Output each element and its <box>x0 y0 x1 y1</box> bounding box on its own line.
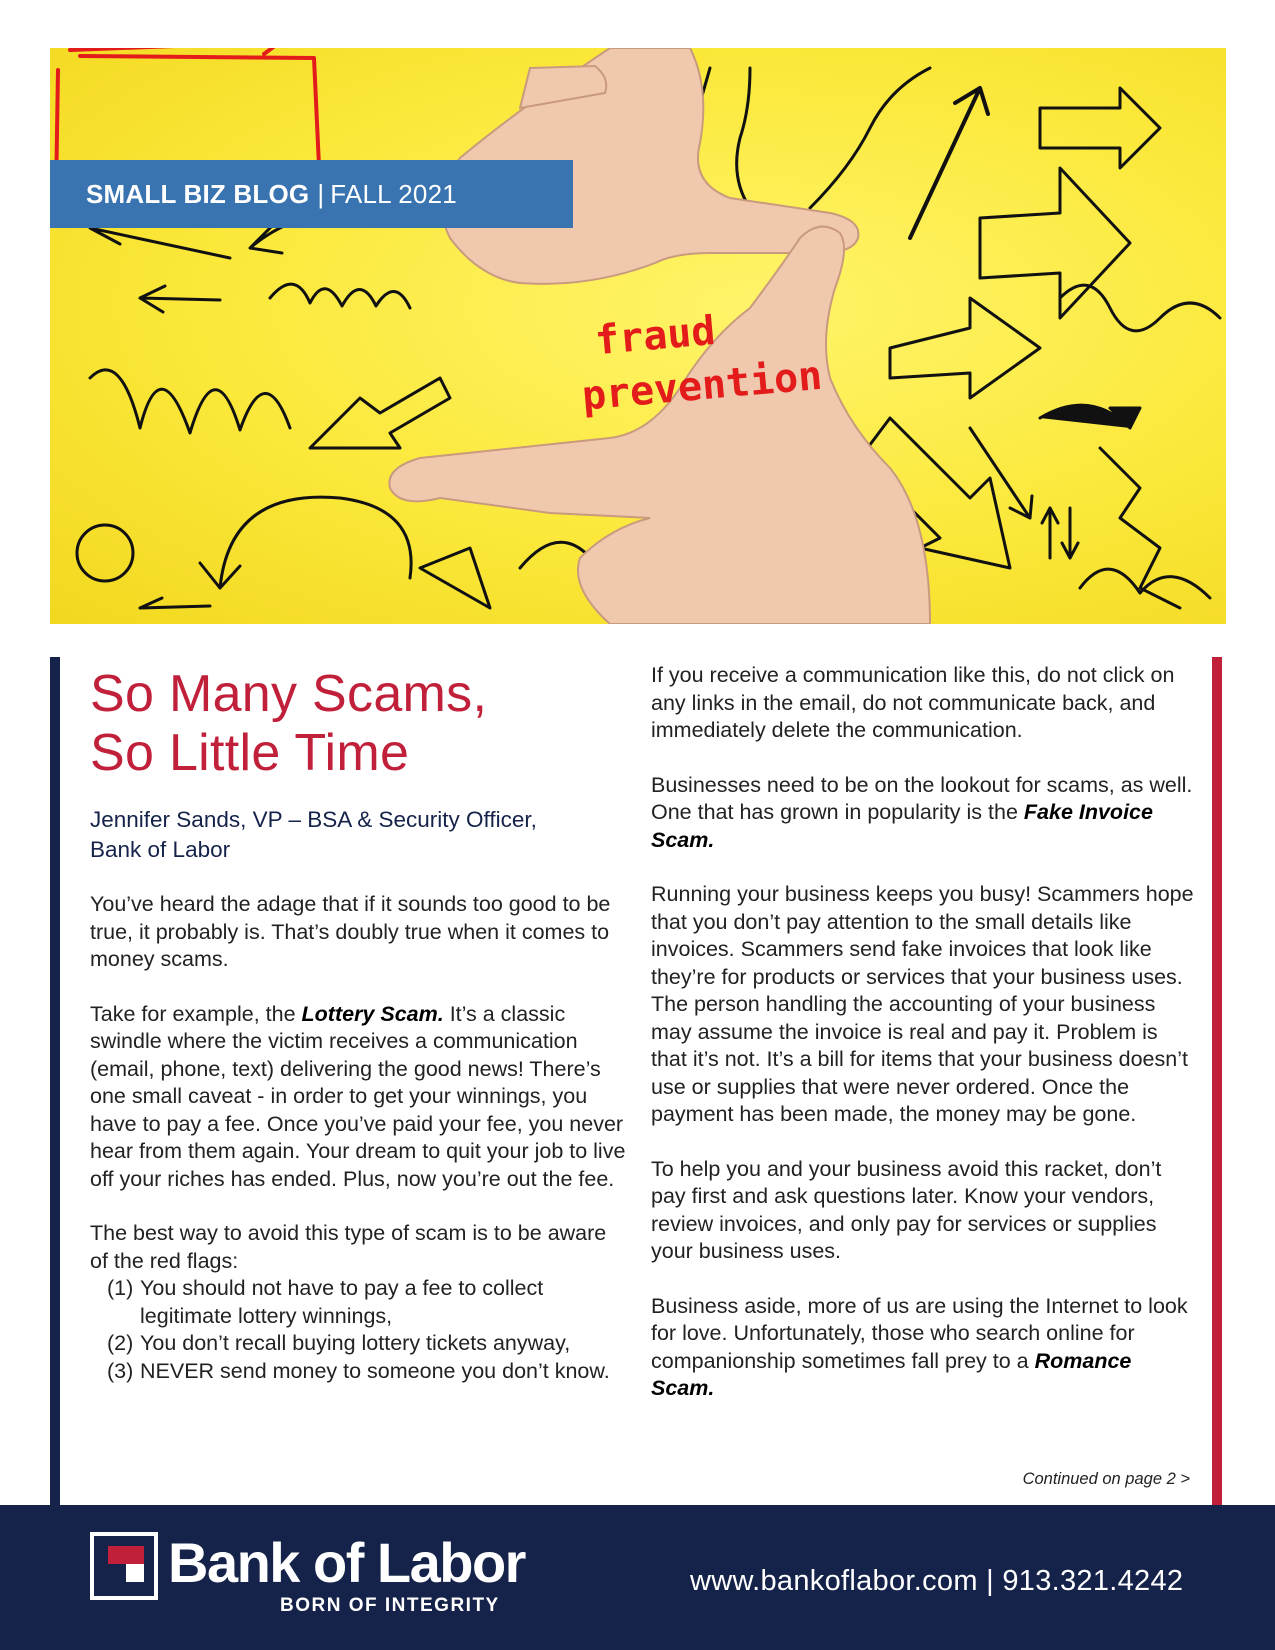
paragraph-invoices: Running your business keeps you busy! Scammers hope that you don’t pay attention to the small details like invoices. Scammers send fake invoices that look like they’re for products or services that your business uses. The person handling the accounting of your business may assume the invoice is real and pay it. Problem is that it’s not. It’s a bill for items that your business doesn’t use or supplies that were never ordered. Once the payment has been made, the money may be gone. <box>651 882 1194 1126</box>
article-left-column <box>90 665 630 1385</box>
paragraph-romance-lead: Business aside, more of us are using the Internet to look for love. Unfortunately, those who search online for companionship sometimes fall prey to a <box>651 1293 1188 1373</box>
hero-image <box>50 48 1226 624</box>
bank-logo-icon <box>90 1532 158 1600</box>
right-accent-rule <box>1212 657 1222 1507</box>
list-number: (3) <box>107 1358 134 1383</box>
bank-tagline: BORN OF INTEGRITY <box>280 1595 500 1616</box>
paragraph-do-not-click: If you receive a communication like this, do not click on any links in the email, do not communicate back, and immediately delete the communication. <box>651 663 1175 742</box>
paragraph-business-scams-lead: Businesses need to be on the lookout for scams, as well. One that has grown in popularity is the <box>651 772 1193 824</box>
list-text: You don’t recall buying lottery tickets anyway, <box>140 1331 571 1355</box>
list-text: NEVER send money to someone you don’t know. <box>140 1358 610 1383</box>
lottery-scam-term: Lottery Scam. <box>301 1001 444 1026</box>
bank-name-logo: Bank of Labor <box>168 1531 525 1594</box>
paragraph-lottery-body: It’s a classic swindle where the victim receives a communication (email, phone, text) delivering the good news! There’s one small caveat - in order to get your winnings, you have to pay a fee. Once you’ve paid your fee, you never hear from them again. Your dream to quit your job to live off your riches has ended. Plus, now you’re out the fee. <box>90 1001 626 1191</box>
paragraph-lottery-lead: Take for example, the <box>90 1001 302 1026</box>
byline-line-2: Bank of Labor <box>90 837 231 862</box>
paragraph-business-scams <box>651 772 1196 855</box>
paragraph-red-flags: The best way to avoid this type of scam is to be aware of the red flags: <box>90 1221 607 1273</box>
blog-name: SMALL BIZ BLOG <box>86 178 310 209</box>
author-byline <box>90 805 630 865</box>
article-right-column <box>651 662 1196 1430</box>
paragraph-romance <box>651 1293 1196 1403</box>
contact-info[interactable]: www.bankoflabor.com | 913.321.4242 <box>690 1565 1184 1597</box>
prevention-word: prevention <box>580 352 824 420</box>
list-number: (2) <box>107 1331 134 1355</box>
fraud-prevention-text <box>575 294 833 423</box>
blog-banner <box>50 160 573 228</box>
fake-invoice-scam-term: Fake Invoice Scam. <box>651 800 1153 852</box>
paragraph-intro: You’ve heard the adage that if it sounds too good to be true, it probably is. That’s doubly true when it comes to money scams. <box>90 892 611 971</box>
romance-scam-term: Romance Scam. <box>651 1348 1132 1400</box>
red-flags-list <box>90 1275 630 1385</box>
article-title <box>90 665 630 783</box>
title-line-1: So Many Scams, <box>90 665 488 723</box>
list-item <box>90 1275 630 1330</box>
byline-line-1: Jennifer Sands, VP – BSA & Security Officer, <box>90 807 537 832</box>
banner-separator: | <box>317 178 325 209</box>
left-accent-rule <box>50 657 60 1507</box>
fraud-word: fraud <box>593 307 718 365</box>
title-line-2: So Little Time <box>90 724 410 782</box>
list-item <box>90 1330 630 1358</box>
list-number: (1) <box>107 1276 134 1300</box>
continued-link[interactable]: Continued on page 2 > <box>1022 1470 1190 1488</box>
paragraph-lottery <box>90 1001 630 1194</box>
list-item <box>90 1358 630 1386</box>
paragraph-avoid-racket: To help you and your business avoid this racket, don’t pay first and ask questions later. Know your vendors, review invoices, and only pay for services or supplies your business uses. <box>651 1156 1162 1263</box>
list-text: You should not have to pay a fee to collect legitimate lottery winnings, <box>140 1276 544 1328</box>
blog-season: FALL 2021 <box>330 178 457 209</box>
